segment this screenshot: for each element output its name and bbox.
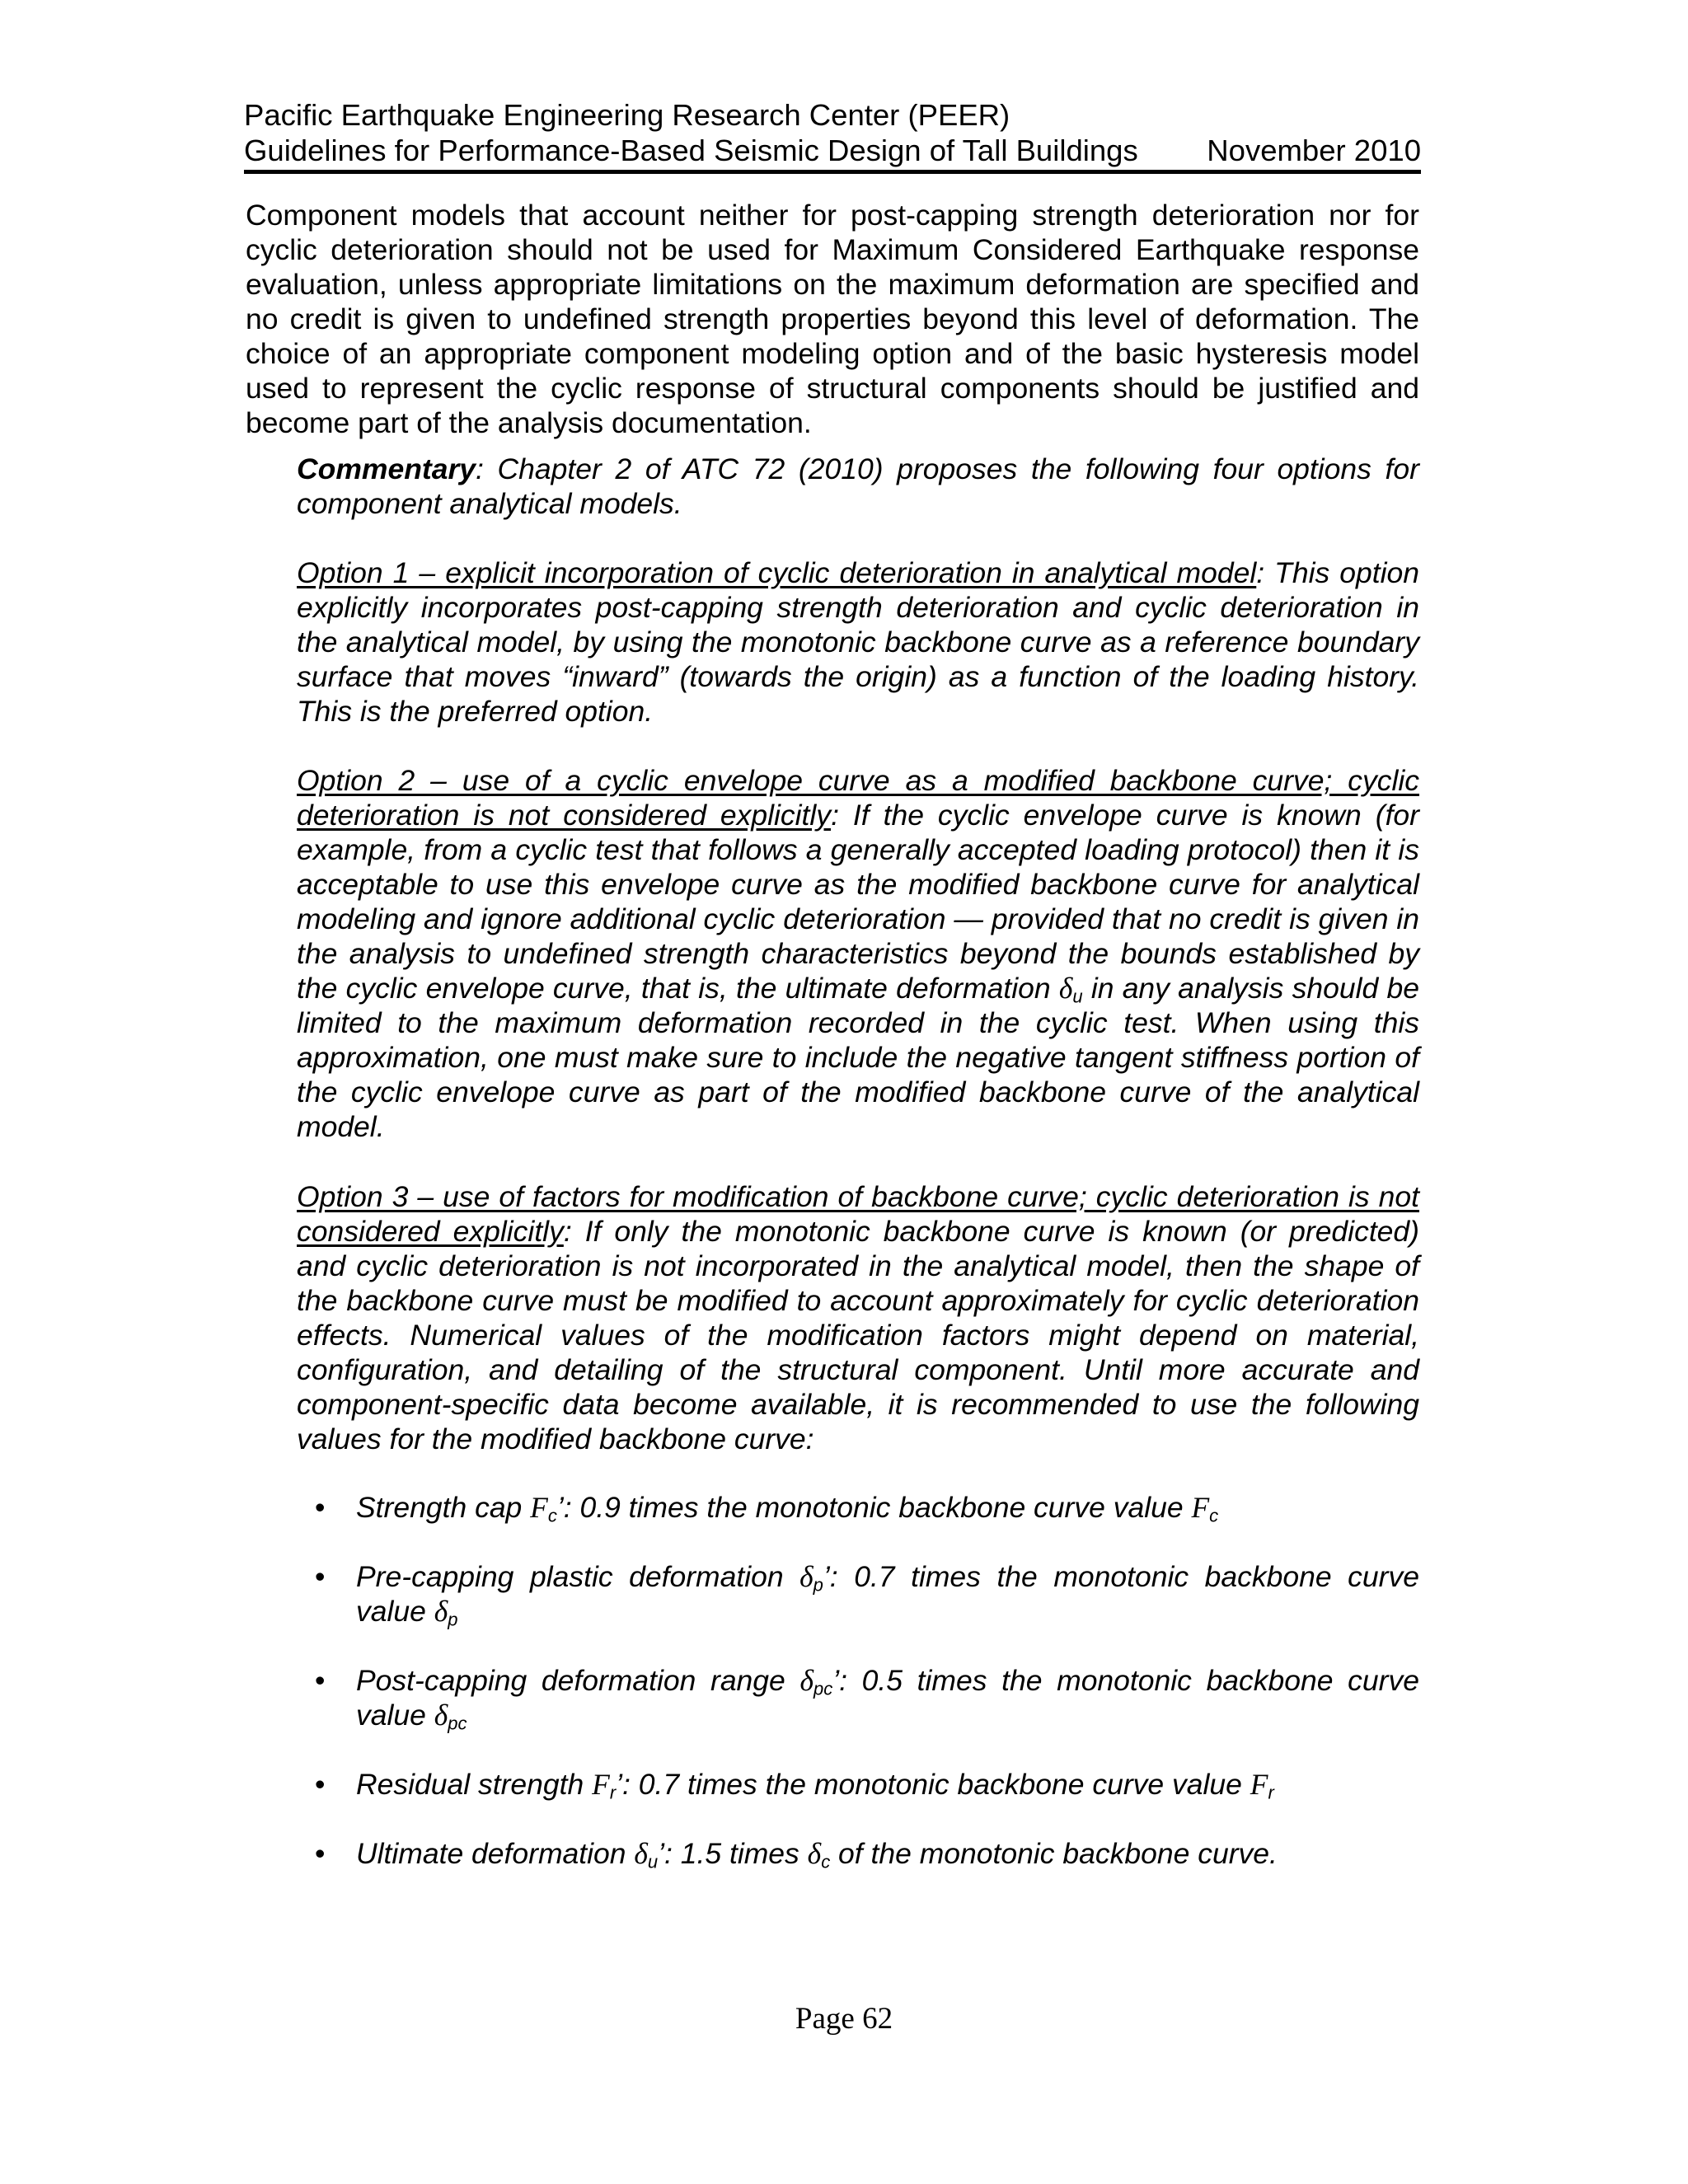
commentary-label: Commentary [297, 452, 476, 485]
bullet-marker: • [315, 1491, 326, 1524]
bullet-residual-strength [297, 1767, 1419, 1802]
bullet-text: Post-capping deformation range [356, 1664, 800, 1697]
commentary-option-2 [297, 763, 1419, 1144]
subscript: p [813, 1574, 823, 1596]
bullet-marker: • [315, 1837, 326, 1870]
symbol: δ [799, 1560, 814, 1593]
subscript: u [647, 1851, 659, 1872]
bullet-text: Strength cap [356, 1491, 531, 1524]
bullet-text: ’: 1.5 times [658, 1837, 808, 1870]
subscript: c [821, 1851, 831, 1872]
symbol: δ [434, 1595, 448, 1628]
header-date: November 2010 [1207, 134, 1421, 167]
bullet-text: ’: 0.7 times the monotonic backbone curve value [356, 1560, 1419, 1628]
option-1-text: : This option explicitly incorporates post-capping strength deterioration and cyclic deterioration in the analytical model, by using the monotonic backbone curve as a reference boundary surface that moves “inward” (towards the origin) as a function of the loading history. This is the preferred option. [297, 556, 1419, 728]
bullet-text: ’: 0.7 times the monotonic backbone curve value [616, 1768, 1250, 1801]
subscript: c [1209, 1505, 1219, 1526]
header-rule [244, 170, 1421, 174]
option-1-title: Option 1 – explicit incorporation of cyclic deterioration in analytical model [297, 556, 1257, 589]
modification-factor-list [297, 1490, 1419, 1905]
bullet-post-capping-deformation-range [297, 1663, 1419, 1732]
header-title-row [244, 133, 1421, 168]
commentary-intro-text: : Chapter 2 of ATC 72 (2010) proposes the following four options for component analytical models. [297, 452, 1419, 520]
header-organization: Pacific Earthquake Engineering Research Center (PEER) [244, 98, 1010, 132]
symbol: δ [634, 1837, 648, 1870]
bullet-strength-cap [297, 1490, 1419, 1525]
symbol: F [592, 1768, 610, 1801]
symbol: F [1191, 1491, 1210, 1524]
page-number: Page 62 [795, 2002, 893, 2036]
bullet-marker: • [315, 1664, 326, 1697]
symbol: δ [799, 1664, 814, 1697]
header-document-title: Guidelines for Performance-Based Seismic Design of Tall Buildings [244, 134, 1138, 167]
subscript-u: u [1072, 986, 1083, 1007]
symbol: δ [807, 1837, 822, 1870]
bullet-text: Pre-capping plastic deformation [356, 1560, 800, 1593]
bullet-ultimate-deformation [297, 1836, 1419, 1871]
bullet-text: Residual strength [356, 1768, 593, 1801]
option-2-title: Option 2 – use of a cyclic envelope curve as a modified backbone curve; cyclic deterioration is not considered explicitly [297, 764, 1419, 832]
subscript: pc [448, 1713, 467, 1734]
commentary-option-1 [297, 555, 1419, 729]
bullet-text: Ultimate deformation [356, 1837, 635, 1870]
subscript: pc [813, 1678, 833, 1699]
bullet-marker: • [315, 1560, 326, 1593]
subscript: c [547, 1505, 557, 1526]
symbol: δ [434, 1699, 448, 1732]
body-paragraph: Component models that account neither for post-capping strength deterioration nor for cyclic deterioration should not be used for Maximum Considered Earthquake response evaluation, unless appropriate limitations on the maximum deformation are specified and no credit is given to undefined strength properties beyond this level of deformation. The choice of an appropriate component modeling option and of the basic hysteresis model used to represent the cyclic response of structural components should be justified and become part of the analysis documentation. [246, 199, 1419, 439]
option-3-text: : If only the monotonic backbone curve is known (or predicted) and cyclic deterioration is not incorporated in the analytical model, then the shape of the backbone curve must be modified to account approximately for cyclic deterioration effects. Numerical values of the modification factors might depend on material, configuration, and detailing of the structural component. Until more accurate and component-specific data become available, it is recommended to use the following values for the modified backbone curve: [297, 1215, 1419, 1455]
bullet-pre-capping-plastic-deformation [297, 1559, 1419, 1629]
subscript: p [448, 1609, 458, 1630]
commentary-option-3 [297, 1179, 1419, 1456]
bullet-text: ’: 0.5 times the monotonic backbone curve value [356, 1664, 1419, 1732]
bullet-text: of the monotonic backbone curve. [830, 1837, 1278, 1870]
option-2-text-b: in any analysis should be limited to the maximum deformation recorded in the cyclic test. When using this approximation, one must make sure to include the negative tangent stiffness portion of the cyclic envelope curve as part of the modified backbone curve of the analytical model. [297, 972, 1419, 1143]
page-header [244, 97, 1421, 168]
bullet-marker: • [315, 1768, 326, 1801]
subscript: r [609, 1782, 617, 1803]
symbol: F [530, 1491, 548, 1524]
delta-symbol: δ [1058, 972, 1073, 1005]
option-2-text-a: : If the cyclic envelope curve is known (for example, from a cyclic test that follows a generally accepted loading protocol) then it is acceptable to use this envelope curve as the modified backbone curve for analytical modeling and ignore additional cyclic deterioration — provided that no credit is given in the analysis to undefined strength characteristics beyond the bounds established by the cyclic envelope curve, that is, the ultimate deformation [297, 799, 1419, 1005]
bullet-text: ’: 0.9 times the monotonic backbone curve value [556, 1491, 1192, 1524]
option-3-title: Option 3 – use of factors for modification of backbone curve; cyclic deterioration is not considered explicitly [297, 1180, 1419, 1248]
commentary-intro [297, 452, 1419, 521]
symbol: F [1250, 1768, 1268, 1801]
subscript: r [1268, 1782, 1274, 1803]
